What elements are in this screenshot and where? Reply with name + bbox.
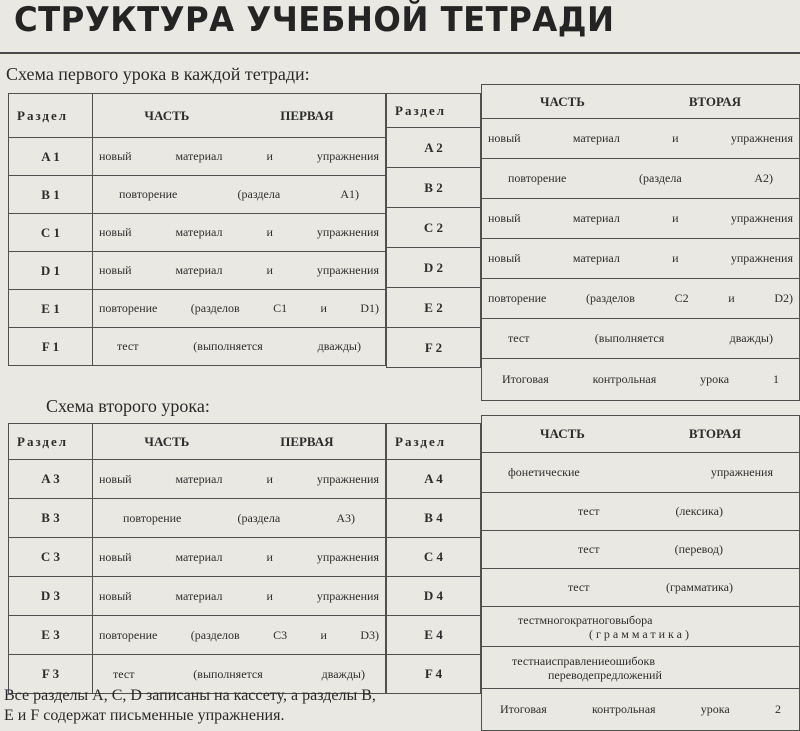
section-code: F 4 bbox=[387, 655, 481, 694]
section-header: Раздел bbox=[387, 94, 481, 128]
lesson2-part1-table bbox=[8, 423, 386, 694]
table-header-row bbox=[9, 424, 386, 460]
table-row bbox=[9, 538, 386, 577]
section-code: C 3 bbox=[9, 538, 93, 577]
table-row bbox=[9, 138, 386, 176]
table-row bbox=[482, 119, 800, 159]
footer-line: E и F содержат письменные упражнения. bbox=[4, 707, 285, 724]
section-description: тест (выполняется дважды) bbox=[93, 328, 386, 366]
section-code: B 3 bbox=[9, 499, 93, 538]
part-header: ЧАСТЬ ВТОРАЯ bbox=[482, 416, 800, 453]
table-row bbox=[9, 616, 386, 655]
section-description: новый материал и упражнения bbox=[482, 119, 800, 159]
final-test-row bbox=[482, 359, 800, 401]
section-code: D 2 bbox=[387, 248, 481, 288]
section-description: повторение (разделов C2 и D2) bbox=[482, 279, 800, 319]
section-code: B 4 bbox=[387, 499, 481, 538]
table-row bbox=[9, 460, 386, 499]
table-header-row bbox=[482, 416, 800, 453]
section-code: E 2 bbox=[387, 288, 481, 328]
section-description: новый материал и упражнения bbox=[93, 138, 386, 176]
section-code: A 1 bbox=[9, 138, 93, 176]
section-header: Раздел bbox=[387, 424, 481, 460]
section-code: A 4 bbox=[387, 460, 481, 499]
section-code: D 3 bbox=[9, 577, 93, 616]
lesson1-title: Схема первого урока в каждой тетради: bbox=[6, 64, 310, 84]
section-code: F 2 bbox=[387, 328, 481, 368]
table-row bbox=[482, 199, 800, 239]
section-code: C 4 bbox=[387, 538, 481, 577]
section-description: новый материал и упражнения bbox=[93, 460, 386, 499]
section-code: B 2 bbox=[387, 168, 481, 208]
lesson1-part1-table bbox=[8, 93, 386, 366]
lesson2-title: Схема второго урока: bbox=[46, 396, 210, 416]
section-code: E 3 bbox=[9, 616, 93, 655]
lesson2-part2-codes bbox=[386, 423, 481, 694]
section-code: F 3 bbox=[9, 655, 93, 694]
table-row bbox=[482, 319, 800, 359]
section-code: D 4 bbox=[387, 577, 481, 616]
page-title: СТРУКТУРА УЧЕБНОЙ ТЕТРАДИ bbox=[14, 0, 615, 40]
section-code: E 1 bbox=[9, 290, 93, 328]
table-row bbox=[482, 453, 800, 493]
table-row bbox=[9, 577, 386, 616]
section-description: тест (лексика) bbox=[482, 493, 800, 531]
section-description: новый материал и упражнения bbox=[93, 538, 386, 577]
table-row bbox=[9, 290, 386, 328]
section-code: C 2 bbox=[387, 208, 481, 248]
section-code: D 1 bbox=[9, 252, 93, 290]
section-description: повторение (разделов C3 и D3) bbox=[93, 616, 386, 655]
section-code: A 2 bbox=[387, 128, 481, 168]
title-divider bbox=[0, 52, 800, 54]
table-row bbox=[9, 499, 386, 538]
section-code: E 4 bbox=[387, 616, 481, 655]
section-code: B 1 bbox=[9, 176, 93, 214]
part-header: ЧАСТЬ ПЕРВАЯ bbox=[93, 424, 386, 460]
table-row bbox=[9, 176, 386, 214]
final-test: Итоговая контрольная урока 1 bbox=[482, 359, 800, 401]
section-code: F 1 bbox=[9, 328, 93, 366]
section-description: тестнаисправлениеошибокв переводепредложений bbox=[482, 647, 800, 689]
table-row bbox=[9, 328, 386, 366]
section-description: повторение (разделов C1 и D1) bbox=[93, 290, 386, 328]
table-row bbox=[482, 531, 800, 569]
section-description: новый материал и упражнения bbox=[93, 252, 386, 290]
section-description: повторение (раздела A2) bbox=[482, 159, 800, 199]
section-description: фонетические упражнения bbox=[482, 453, 800, 493]
section-description: новый материал и упражнения bbox=[482, 239, 800, 279]
part-header: ЧАСТЬ ВТОРАЯ bbox=[482, 85, 800, 119]
section-description: новый материал и упражнения bbox=[93, 577, 386, 616]
final-test-row bbox=[482, 689, 800, 731]
section-description: новый материал и упражнения bbox=[93, 214, 386, 252]
table-header-row bbox=[482, 85, 800, 119]
section-description: повторение (раздела A1) bbox=[93, 176, 386, 214]
section-code: A 3 bbox=[9, 460, 93, 499]
table-row bbox=[482, 159, 800, 199]
section-header: Раздел bbox=[9, 424, 93, 460]
section-description: тестмногократноговыбора (грамматика) bbox=[482, 607, 800, 647]
table-row bbox=[9, 214, 386, 252]
section-description: тест (грамматика) bbox=[482, 569, 800, 607]
table-row bbox=[482, 569, 800, 607]
table-row bbox=[482, 493, 800, 531]
footer-note bbox=[4, 686, 474, 726]
section-description: тест (выполняется дважды) bbox=[93, 655, 386, 694]
footer-line: Все разделы A, C, D записаны на кассету, а разделы B, bbox=[4, 687, 376, 704]
lesson1-part2-codes bbox=[386, 93, 481, 368]
part-header: ЧАСТЬ ПЕРВАЯ bbox=[93, 94, 386, 138]
section-description: тест (выполняется дважды) bbox=[482, 319, 800, 359]
section-description: тест (перевод) bbox=[482, 531, 800, 569]
table-row bbox=[482, 647, 800, 689]
lesson1-part2-table bbox=[481, 84, 800, 401]
table-row bbox=[482, 607, 800, 647]
table-header-row bbox=[9, 94, 386, 138]
table-row bbox=[482, 279, 800, 319]
section-code: C 1 bbox=[9, 214, 93, 252]
section-header: Раздел bbox=[9, 94, 93, 138]
table-row bbox=[482, 239, 800, 279]
lesson2-part2-table bbox=[481, 415, 800, 731]
section-description: повторение (раздела A3) bbox=[93, 499, 386, 538]
section-description: новый материал и упражнения bbox=[482, 199, 800, 239]
final-test: Итоговая контрольная урока 2 bbox=[482, 689, 800, 731]
table-row bbox=[9, 252, 386, 290]
